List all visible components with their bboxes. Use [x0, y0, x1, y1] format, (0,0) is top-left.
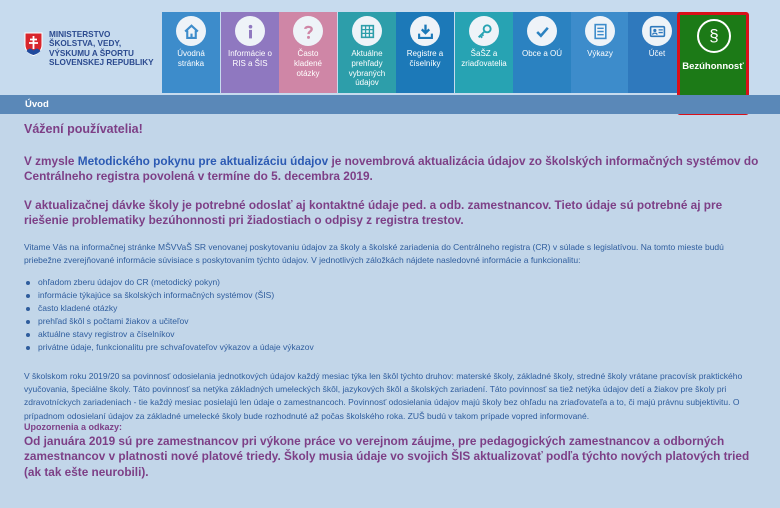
- tab-label: Aktuálne prehľady vybraných údajov: [348, 49, 386, 88]
- tab-home[interactable]: [162, 12, 220, 93]
- grid-icon: [352, 16, 382, 46]
- methodical-guideline-link[interactable]: Metodického pokynu pre aktualizáciu údajov: [77, 154, 329, 168]
- list-item: ohľadom zberu údajov do CR (metodický pokyn): [38, 276, 314, 289]
- id-card-icon: [642, 16, 672, 46]
- tab-registers[interactable]: [396, 12, 454, 93]
- tab-label: Obce a OÚ: [521, 49, 562, 58]
- tab-label: Účet: [648, 49, 666, 58]
- breadcrumb: [0, 95, 780, 114]
- tab-municipalities[interactable]: [513, 12, 571, 93]
- crest-icon: [24, 32, 43, 56]
- tab-label: ŠaŠZ a zriaďovatelia: [461, 49, 507, 68]
- tab-label: Úvodná stránka: [177, 49, 205, 68]
- tab-label: Informácie o RIS a ŠIS: [227, 49, 273, 68]
- tab-label: Často kladené otázky: [293, 49, 323, 78]
- tab-label: Registre a číselníky: [406, 49, 444, 68]
- list-item: privátne údaje, funkcionalitu pre schvaľovateľov výkazov a údaje výkazov: [38, 341, 314, 354]
- key-icon: [469, 16, 499, 46]
- list-item: aktuálne stavy registrov a číselníkov: [38, 328, 314, 341]
- ministry-logo[interactable]: [24, 30, 154, 68]
- notices-heading: Upozornenia a odkazy:: [24, 422, 123, 432]
- site-header: [0, 0, 780, 95]
- list-item: informácie týkajúce sa školských informačných systémov (ŠIS): [38, 289, 314, 302]
- intro-paragraph: Vitame Vás na informačnej stránke MŠVVaŠ SR venovanej poskytovaniu údajov za školy a školské zariadenia do Centrálneho registra (CR) v súlade s legislatívou. Na tomto mieste budú priebežne zverejňované informácie súvisiace s poskytovaním týchto údajov. V jednotlivých záložkách nájdete nasledovné informácie a funkcionalitu:: [24, 242, 724, 266]
- download-icon: [410, 16, 440, 46]
- question-icon: [293, 16, 323, 46]
- ministry-name: MINISTERSTVO ŠKOLSTVA, VEDY, VÝSKUMU A ŠPORTU SLOVENSKEJ REPUBLIKY: [49, 30, 154, 68]
- breadcrumb-item[interactable]: Úvod: [25, 99, 49, 110]
- tab-reports[interactable]: [571, 12, 629, 93]
- salary-classes-notice: Od januára 2019 sú pre zamestnancov pri výkone práce vo verejnom záujme, pre pedagogických zamestnancov a odborných zamestnancov v platnosti nové platové triedy. Školy musia údaje vo svojich ŠIS aktualizovať podľa týchto nových platových tried (ak tak ešte neurobili).: [24, 434, 750, 479]
- tab-label: Výkazy: [587, 49, 613, 58]
- list-icon: [585, 16, 615, 46]
- contact-data-notice: V aktualizačnej dávke školy je potrebné odoslať aj kontaktné údaje ped. a odb. zamestnancov. Tieto údaje sú potrebné aj pre riešenie problematiky bezúhonnosti pri žiadostiach o odpisy z registra trestov.: [24, 198, 723, 228]
- main-content: [24, 122, 760, 479]
- check-icon: [527, 16, 557, 46]
- features-list: [38, 276, 314, 355]
- update-notice: V zmysle Metodického pokynu pre aktualizáciu údajov je novembrová aktualizácia údajov zo školských informačných systémov do Centrálneho registra povolená v termíne do 5. decembra 2019.: [24, 154, 759, 184]
- home-icon: [176, 16, 206, 46]
- tab-label: Bezúhonnosť: [682, 61, 744, 72]
- tab-faq[interactable]: [279, 12, 337, 93]
- tab-ris-sis[interactable]: [221, 12, 279, 93]
- list-item: často kladené otázky: [38, 302, 314, 315]
- reporting-obligation-paragraph: V školskom roku 2019/20 sa povinnosť odosielania jednotkových údajov každý mesiac týka len škôl týchto druhov: materské školy, základné školy, stredné školy vrátane pracovísk praktického vyučovania, špeciálne školy. Táto povinnosť sa netýka základných umeleckých škôl, jazykových škôl a školských zariadení. Táto povinnosť sa tiež netýka údajov detí a žiakov pre školy pri zdravotníckych zariadeniach - tie každý mesiac posielajú len údaje o zamestnancoch. Povinnosť odosielania údajov majú školy bez ohľadu na zriaďovateľa a to, či majú právnu subjektivitu. O prípadnom odosielaní údajov za základné umelecké školy bude rozhodnuté až počas školského roka. ZUŠ budú v takom prípade vopred informované.: [24, 371, 743, 421]
- paragraph-icon: §: [697, 19, 731, 53]
- info-icon: [235, 16, 265, 46]
- list-item: prehľad škôl s počtami žiakov a učiteľov: [38, 315, 314, 328]
- tab-overviews[interactable]: [338, 12, 396, 93]
- greeting-heading: Vážení používatelia!: [24, 122, 143, 136]
- tab-schools-founders[interactable]: [455, 12, 513, 93]
